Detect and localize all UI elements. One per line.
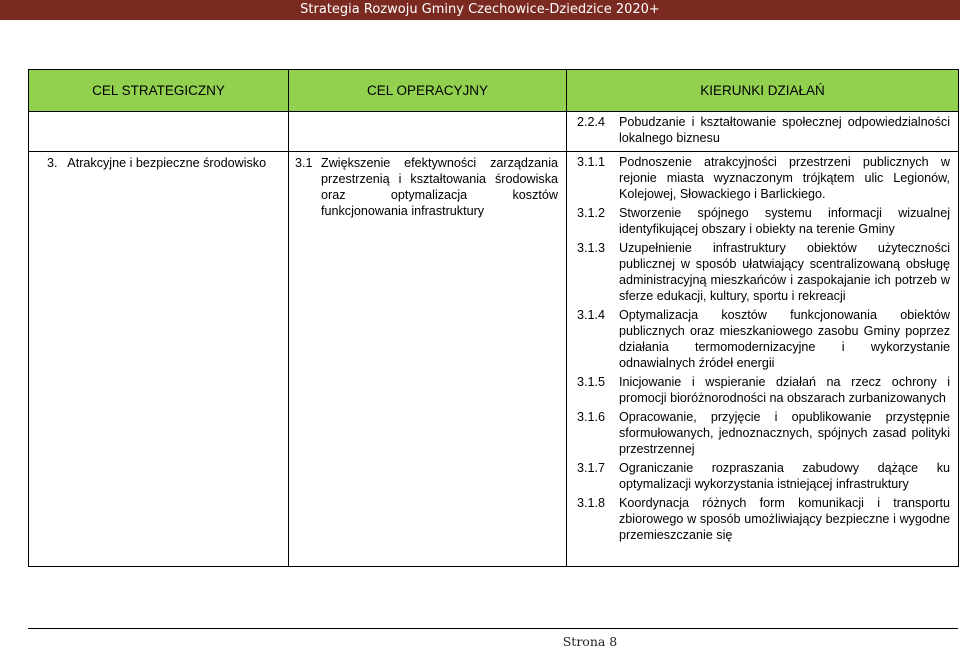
strategic-goal-text: 3. Atrakcyjne i bezpieczne środowisko [47,156,267,170]
direction-text: Opracowanie, przyjęcie i opublikowanie przystępnie sformułowanych, jednoznacznych, spójnych zasad polityki przestrzennej [619,410,950,456]
direction-item [577,307,950,371]
footer-divider [28,628,958,629]
direction-number: 3.1.1 [577,155,606,169]
direction-number: 3.1.3 [577,241,606,255]
table-header-row [29,70,959,112]
direction-number: 3.1.7 [577,461,606,475]
direction-item [577,409,950,457]
direction-cell [567,112,959,152]
direction-text: Inicjowanie i wspieranie działań na rzecz ochrony i promocji bioróżnorodności na obszarach zurbanizowanych [619,375,950,405]
operational-goal-number: 3.1 [295,156,313,170]
direction-text: Koordynacja różnych form komunikacji i transportu zbiorowego w sposób umożliwiający bezpieczne i wygodne przemieszczanie się [619,496,950,542]
direction-item [577,114,950,146]
document-title: Strategia Rozwoju Gminy Czechowice-Dziedzice 2020+ [300,2,660,17]
page-number: Strona 8 [562,634,618,647]
direction-item [577,460,950,492]
direction-text: Pobudzanie i kształtowanie społecznej odpowiedzialności lokalnego biznesu [619,115,950,145]
direction-number: 3.1.5 [577,375,606,389]
page-footer [0,618,960,647]
direction-item [577,154,950,202]
directions-cell [567,152,959,567]
direction-number: 3.1.2 [577,206,606,220]
direction-number: 3.1.6 [577,410,606,424]
direction-number: 2.2.4 [577,115,606,129]
direction-text: Optymalizacja kosztów funkcjonowania obiektów publicznych oraz mieszkaniowego zasobu Gminy poprzez działania termomodernizacyjne i wykorzystanie odnawialnych źródeł energii [619,308,950,370]
operational-goal-cell [289,152,567,567]
empty-cell [29,112,289,152]
empty-cell [289,112,567,152]
direction-item [577,205,950,237]
direction-text: Stworzenie spójnego systemu informacji wizualnej identyfikującej obszary i obiekty na terenie Gminy [619,206,950,236]
direction-text: Uzupełnienie infrastruktury obiektów użyteczności publicznej w sposób ułatwiający scentralizowaną obsługę administracyjną mieszkańców i zaspokajanie ich potrzeb w sferze edukacji, kultury, sportu i rekreacji [619,241,950,303]
direction-item [577,240,950,304]
document-header [0,0,960,20]
column-header-strategic-goal: CEL STRATEGICZNY [29,70,289,112]
operational-goal [295,155,558,219]
direction-number: 3.1.8 [577,496,606,510]
direction-text: Podnoszenie atrakcyjności przestrzeni publicznych w rejonie miasta wyznaczonym trójkątem ulic Legionów, Kolejowej, Słowackiego i Barlickiego. [619,155,950,201]
strategic-goal-cell [29,152,289,567]
direction-item [577,495,950,543]
operational-goal-text: Zwiększenie efektywności zarządzania przestrzenią i kształtowania środowiska oraz optymalizacja kosztów funkcjonowania infrastruktury [321,156,558,218]
table-row [29,112,959,152]
table-row [29,152,959,567]
direction-text: Ograniczanie rozpraszania zabudowy dążące ku optymalizacji wykorzystania istniejącej infrastruktury [619,461,950,491]
direction-number: 3.1.4 [577,308,606,322]
column-header-operational-goal: CEL OPERACYJNY [289,70,567,112]
direction-item [577,374,950,406]
column-header-action-directions: KIERUNKI DZIAŁAŃ [567,70,959,112]
strategy-table [28,69,959,567]
